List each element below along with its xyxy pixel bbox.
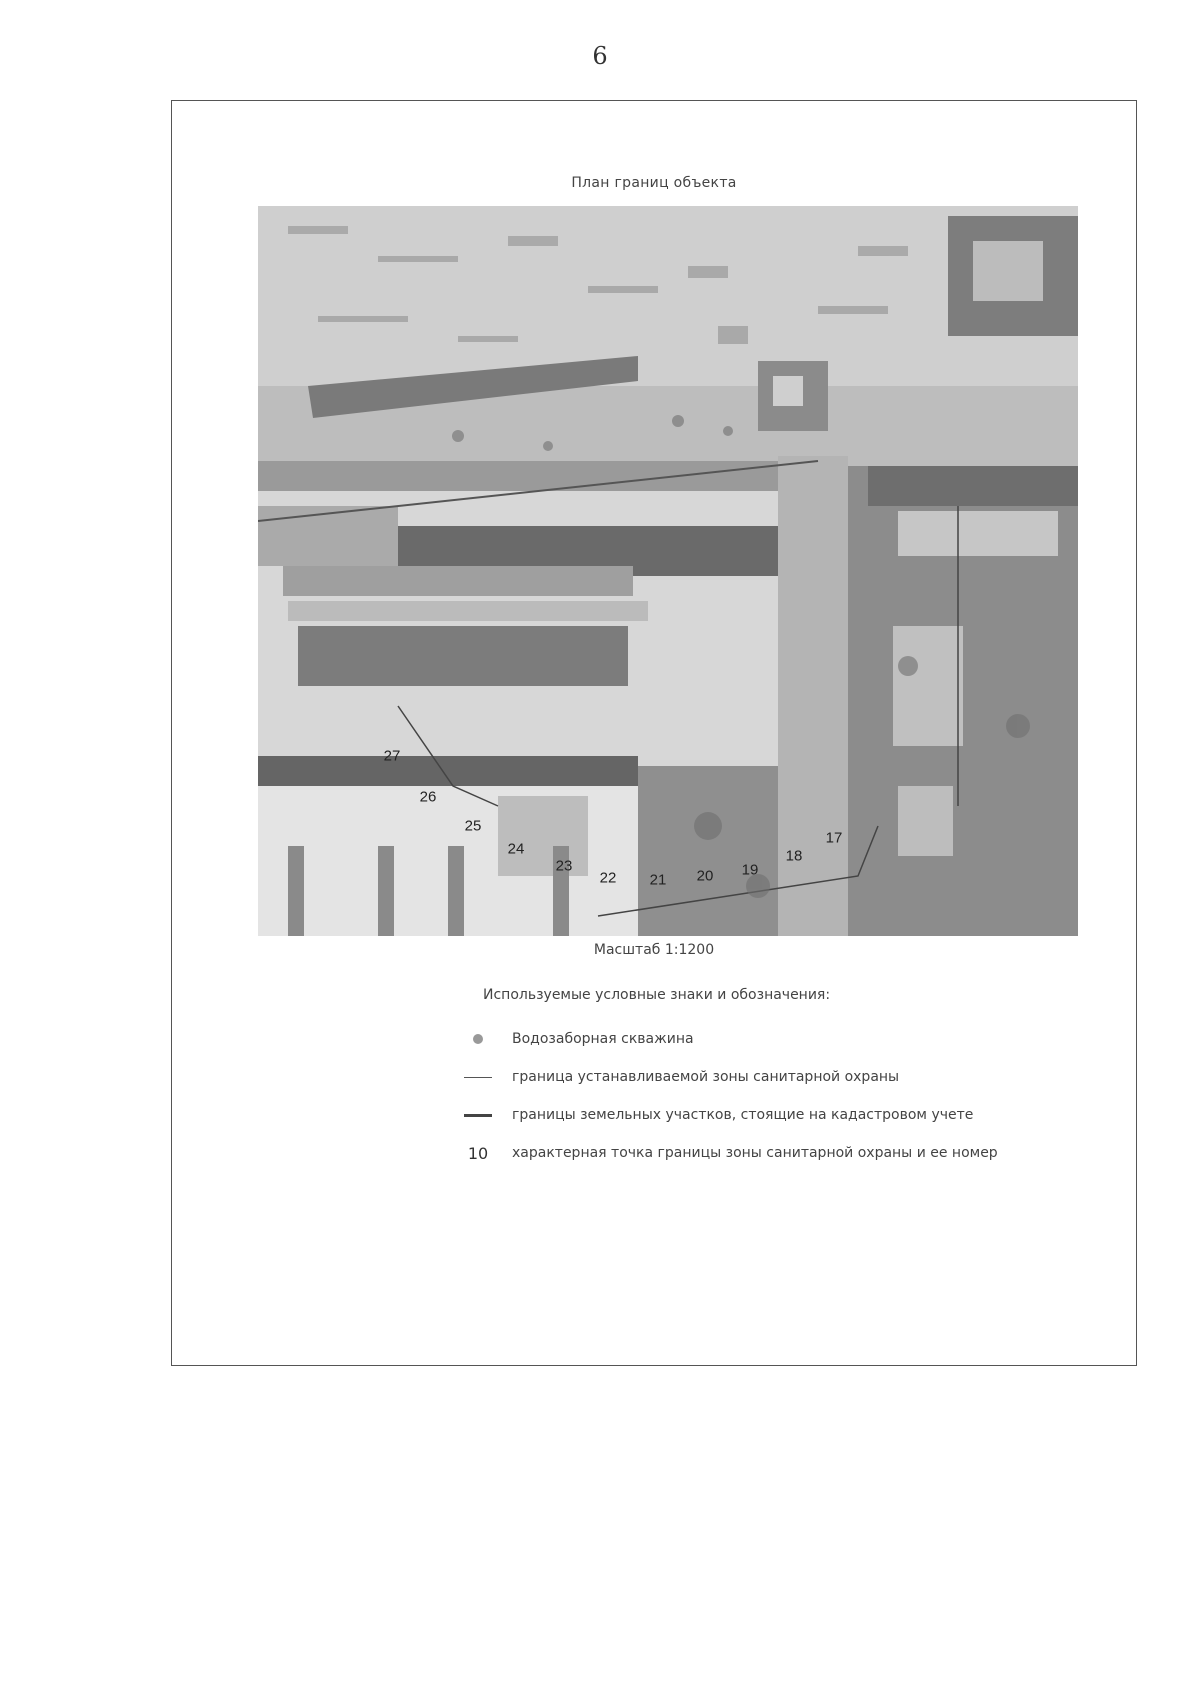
point-number-symbol: 10 [467, 1143, 489, 1163]
plan-title: План границ объекта [571, 175, 737, 191]
legend-title: Используемые условные знаки и обозначения: [483, 987, 831, 1003]
boundary-point-label: 17 [825, 829, 843, 847]
legend-item-label: характерная точка границы зоны санитарной охраны и ее номер [512, 1145, 998, 1161]
boundary-point-label: 25 [464, 817, 482, 835]
scale-label: Масштаб 1:1200 [593, 942, 715, 958]
well-icon [452, 1028, 504, 1050]
boundary-point-label: 26 [419, 788, 437, 806]
legend-item-boundary-point [452, 1142, 998, 1164]
thin-line-icon [452, 1066, 504, 1088]
boundary-point-label: 24 [507, 840, 525, 858]
legend-item-label: Водозаборная скважина [512, 1031, 694, 1047]
legend-item-well [452, 1028, 694, 1050]
boundary-point-label: 27 [383, 747, 401, 765]
aerial-map [258, 206, 1078, 936]
page-number: 6 [592, 42, 608, 70]
legend-item-label: границы земельных участков, стоящие на кадастровом учете [512, 1107, 974, 1123]
aerial-photo [258, 206, 1078, 936]
legend-item-zone-boundary [452, 1066, 899, 1088]
boundary-point-label: 19 [741, 861, 759, 879]
boundary-point-label: 21 [649, 871, 667, 889]
boundary-point-label: 20 [696, 867, 714, 885]
thick-line-icon [452, 1104, 504, 1126]
boundary-point-label: 18 [785, 847, 803, 865]
legend-item-land-plots [452, 1104, 973, 1126]
boundary-point-label: 23 [555, 857, 573, 875]
boundary-point-label: 22 [599, 869, 617, 887]
legend-item-label: граница устанавливаемой зоны санитарной охраны [512, 1069, 900, 1085]
